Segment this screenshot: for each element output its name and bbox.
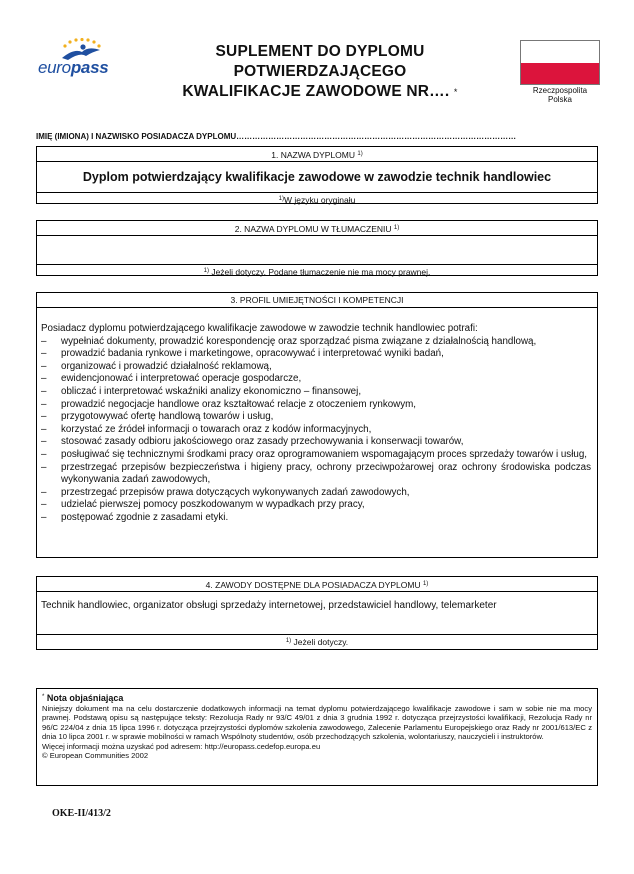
section-4-header: 4. ZAWODY DOSTĘPNE DLA POSIADACZA DYPLOMU $^{1)}$ <box>37 577 597 592</box>
holder-name-label: IMIĘ (IMIONA) I NAZWISKO POSIADACZA DYPLOMU…………………………………………………………………………………………… <box>36 132 517 141</box>
skill-item: – wypełniać dokumenty, prowadzić korespondencję oraz sporządzać pisma związane z działalnością handlową, <box>41 336 591 349</box>
country-caption: Rzeczpospolita Polska <box>532 86 588 104</box>
skill-item: – organizować i prowadzić działalność reklamową, <box>41 361 591 374</box>
note-copyright: © European Communities 2002 <box>42 751 149 761</box>
logo-wordmark: europass <box>38 58 109 77</box>
document-title <box>130 42 510 102</box>
explanatory-note <box>36 688 598 786</box>
skill-item: – korzystać ze źródeł informacji o towarach oraz z kodów informacyjnych, <box>41 424 591 437</box>
section-skills-profile <box>36 292 598 558</box>
section-diploma-name <box>36 146 598 204</box>
skill-item: – posługiwać się technicznymi środkami pracy oraz oprogramowaniem wspomagającym proces sprzedaży towarów i usług, <box>41 449 591 462</box>
polish-flag <box>520 40 600 85</box>
skill-item: – prowadzić negocjacje handlowe oraz kształtować relacje z otoczeniem rynkowym, <box>41 399 591 412</box>
skill-item: – przestrzegać przepisów bezpieczeństwa i higieny pracy, ochrony przeciwpożarowej oraz ochrony środowiska podczas wykonywania zadań zawodowych, <box>41 462 591 487</box>
section-2-header: 2. NAZWA DYPLOMU W TŁUMACZENIU $^{1)}$ <box>37 221 597 236</box>
skill-item: – ewidencjonować i interpretować operacje gospodarcze, <box>41 373 591 386</box>
skills-intro: Posiadacz dyplomu potwierdzającego kwalifikacje zawodowe w zawodzie technik handlowiec potrafi: <box>41 323 478 334</box>
skill-item: – przestrzegać przepisów prawa dotyczących wykonywanych zadań zawodowych, <box>41 487 591 500</box>
note-title: * Nota objaśniająca <box>42 693 124 703</box>
translated-name-value <box>37 236 597 264</box>
skills-list <box>41 336 591 525</box>
title-line-1: SUPLEMENT DO DYPLOMU POTWIERDZAJĄCEGO <box>215 43 425 80</box>
section-occupations <box>36 576 598 650</box>
skill-item: – stosować zasady odbioru jakościowego oraz zasady przechowywania i konserwacji towarów, <box>41 436 591 449</box>
section-1-header: 1. NAZWA DYPLOMU $^{1)}$ <box>37 147 597 162</box>
section-4-footnote: $^{1)}$ Jeżeli dotyczy. <box>37 634 597 649</box>
skill-item: – przygotowywać ofertę handlową towarów i usług, <box>41 411 591 424</box>
section-translated-name <box>36 220 598 276</box>
skill-item: – prowadzić badania rynkowe i marketingowe, opracowywać i interpretować wyniki badań, <box>41 348 591 361</box>
document-code: OKE-II/413/2 <box>52 808 111 819</box>
title-line-2: KWALIFIKACJE ZAWODOWE NR…. * <box>182 83 458 100</box>
diploma-name-value: Dyplom potwierdzający kwalifikacje zawodowe w zawodzie technik handlowiec <box>82 170 552 184</box>
skill-item: – udzielać pierwszej pomocy poszkodowanym w wypadkach przy pracy, <box>41 499 591 512</box>
note-more-info: Więcej informacji można uzyskać pod adresem: http://europass.cedefop.europa.eu <box>42 741 321 751</box>
section-3-header: 3. PROFIL UMIEJĘTNOŚCI I KOMPETENCJI <box>37 293 597 308</box>
skill-item: – postępować zgodnie z zasadami etyki. <box>41 512 591 525</box>
section-2-footnote: $^{1)}$ Jeżeli dotyczy. Podane tłumaczenie nie ma mocy prawnej. <box>37 264 597 277</box>
skill-item: – obliczać i interpretować wskaźniki analizy ekonomiczno – finansowej, <box>41 386 591 399</box>
section-1-footnote: $^{1)}$W języku oryginału <box>37 192 597 205</box>
note-text: Niniejszy dokument ma na celu dostarczenie dodatkowych informacji na temat dyplomu potwierdzającego kwalifikacje zawodowe i sam w sobie nie ma mocy prawnej. Podstawą opisu są następujące teksty: Rezolucja Rady nr 93/C 49/01 z dnia 3 grudnia 1992 r. dotycząca przejrzystości kwalifikacji, Rezolucja Rady nr 96/C 224/04 z dnia 15 lipca 1996 r. dotycząca przejrzystości dyplomów szkolenia zawodowego, Zalecenie Parlamentu Europejskiego oraz Rady nr 2001/613/EC z dnia 10 lipca 2001 r. w sprawie mobilności w ramach Wspólnoty studentów, osób przechodzących szkolenia, wolontariuszy, nauczycieli i instruktorów. <box>42 704 592 742</box>
occupations-value: Technik handlowiec, organizator obsługi sprzedaży internetowej, przedstawiciel handlowy, telemarketer <box>41 600 497 611</box>
europass-logo <box>38 38 124 84</box>
